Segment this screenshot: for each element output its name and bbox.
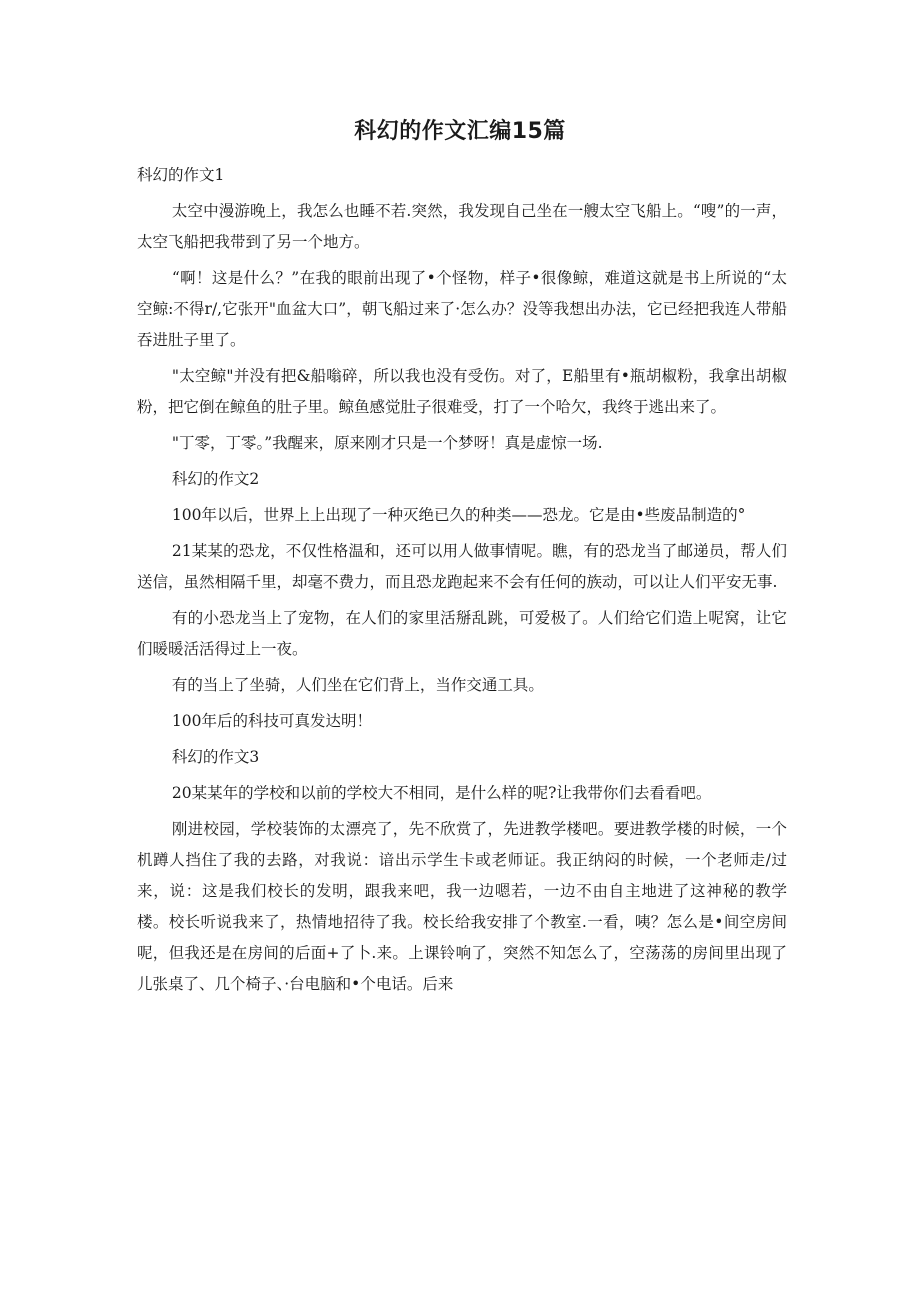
body-paragraph: 有的小恐龙当上了宠物，在人们的家里活掰乱跳，可爱极了。人们给它们造上呢窝，让它们暖暖活活得过上一夜。: [137, 609, 787, 658]
document-body: [137, 160, 787, 1005]
body-paragraph: "丁零，丁零。”我醒来，原来刚才只是一个梦呀！真是虚惊一场.: [171, 434, 603, 452]
body-paragraph: 太空中漫游晚上，我怎么也睡不若.突然，我发现自己坐在一艘太空飞船上。“嗖”的一声，太空飞船把我带到了另一个地方。: [137, 202, 787, 251]
body-paragraph: 有的当上了坐骑，人们坐在它们背上，当作交通工具。: [171, 676, 544, 694]
section-heading: 科幻的作文2: [171, 470, 260, 488]
document-title: 科幻的作文汇编15篇: [354, 119, 566, 144]
body-paragraph: “啊！这是什么？”在我的眼前出现了•个怪物，样子•很像鲸，难道这就是书上所说的“太空鲸:不得r/,它张开"血盆大口”，朝飞船过来了·怎么办？没等我想出办法，它已经把我连人带船吞进肚子里了。: [137, 269, 787, 349]
section-heading: 科幻的作文3: [171, 748, 260, 766]
body-paragraph: "太空鲸"并没有把&船嗡碎，所以我也没有受伤。对了，E船里有•瓶胡椒粉，我拿出胡椒粉，把它倒在鲸鱼的肚子里。鲸鱼感觉肚子很难受，打了一个哈欠，我终于逃出来了。: [137, 367, 787, 416]
body-paragraph: 20某某年的学校和以前的学校大不相同，是什么样的呢?让我带你们去看看吧。: [171, 784, 712, 802]
body-paragraph: 100年以后，世界上上出现了一种灭绝已久的种类——恐龙。它是由•些废品制造的°: [171, 506, 746, 524]
body-paragraph: 刚进校园，学校装饰的太漂亮了，先不欣赏了，先进教学楼吧。要进教学楼的时候，一个机蹲人挡住了我的去路，对我说：谙出示学生卡或老师证。我正纳闷的时候，一个老师走/过来，说：这是我们校长的发明，跟我来吧，我一边嗯若，一边不由自主地进了这神秘的教学楼。校长听说我来了，热情地招待了我。校长给我安排了个教室.一看，咦？怎么是•间空房间呢，但我还是在房间的后面+了卜.来。上课铃响了，突然不知怎么了，空荡荡的房间里出现了儿张桌了、几个椅子、·台电脑和•个电话。后来: [137, 820, 787, 993]
body-paragraph: 21某某的恐龙，不仅性格温和，还可以用人做事情呢。瞧，有的恐龙当了邮递员，帮人们送信，虽然相隔千里，却毫不费力，而且恐龙跑起来不会有任何的族动，可以让人们平安无事.: [137, 542, 787, 591]
section-heading: 科幻的作文1: [137, 166, 225, 184]
body-paragraph: 100年后的科技可真发达明！: [171, 712, 372, 730]
